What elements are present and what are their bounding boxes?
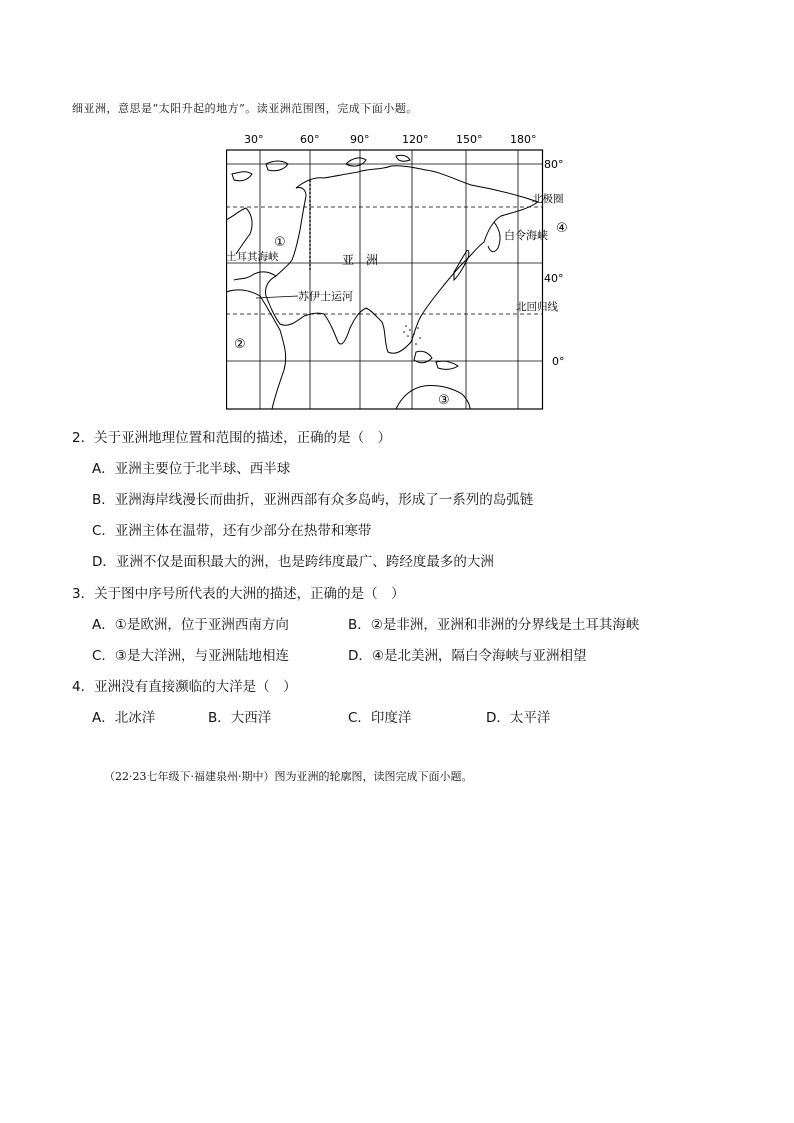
lon-label-180: 180° [510,133,537,146]
suez-pointer [256,296,298,298]
lon-label-30: 30° [244,133,264,146]
lon-label-150: 150° [456,133,483,146]
question-3-option-b: B．②是非洲，亚洲和非洲的分界线是土耳其海峡 [348,617,640,633]
question-3-option-d: D．④是北美洲，隔白令海峡与亚洲相望 [348,648,587,664]
asia-map [226,130,570,410]
question-4-option-a: A．北冰洋 [92,710,156,726]
question-3-option-a: A．①是欧洲，位于亚洲西南方向 [92,617,289,633]
source-line: （22·23七年级下·福建泉州·期中）图为亚洲的轮廓图，读图完成下面小题。 [104,770,473,783]
bering-label: 白令海峡 [504,229,548,242]
question-3-option-c: C．③是大洋洲，与亚洲陆地相连 [92,648,290,664]
marker-3: ③ [438,393,450,408]
suez-label: 苏伊士运河 [298,290,353,303]
question-4-option-c: C．印度洋 [348,710,412,726]
question-4-stem: 4．亚洲没有直接濒临的大洋是（ ） [72,679,297,695]
asia-label: 亚 洲 [342,253,379,267]
lat-label-40: 40° [544,272,564,285]
tropic-label: 北回归线 [516,301,558,313]
question-2-option-d: D．亚洲不仅是面积最大的洲，也是跨纬度最广、跨经度最多的大洲 [92,554,494,570]
marker-4: ④ [556,221,568,236]
lat-label-0: 0° [552,355,565,368]
lat-label-80: 80° [544,158,564,171]
lon-label-90: 90° [350,133,370,146]
intro-text: 细亚洲，意思是“太阳升起的地方”。读亚洲范围图，完成下面小题。 [72,102,418,115]
marker-2: ② [234,337,246,352]
question-2-stem: 2．关于亚洲地理位置和范围的描述，正确的是（ ） [72,430,392,446]
question-4-option-d: D．太平洋 [486,710,551,726]
question-4-option-b: B．大西洋 [208,710,272,726]
lon-label-60: 60° [300,133,320,146]
map-frame [227,150,543,409]
question-3-stem: 3．关于图中序号所代表的大洲的描述，正确的是（ ） [72,586,405,602]
question-2-option-a: A．亚洲主要位于北半球、西半球 [92,461,291,477]
turkish-strait-label: 土耳其海峡 [226,251,279,263]
question-2-option-c: C．亚洲主体在温带，还有少部分在热带和寒带 [92,523,372,539]
lon-label-120: 120° [402,133,429,146]
marker-1: ① [274,235,286,250]
coastline [226,155,538,409]
meridian-lines [260,150,518,409]
arctic-circle-label: 北极圈 [532,193,564,205]
question-2-option-b: B．亚洲海岸线漫长而曲折，亚洲西部有众多岛屿，形成了一系列的岛弧链 [92,492,534,508]
